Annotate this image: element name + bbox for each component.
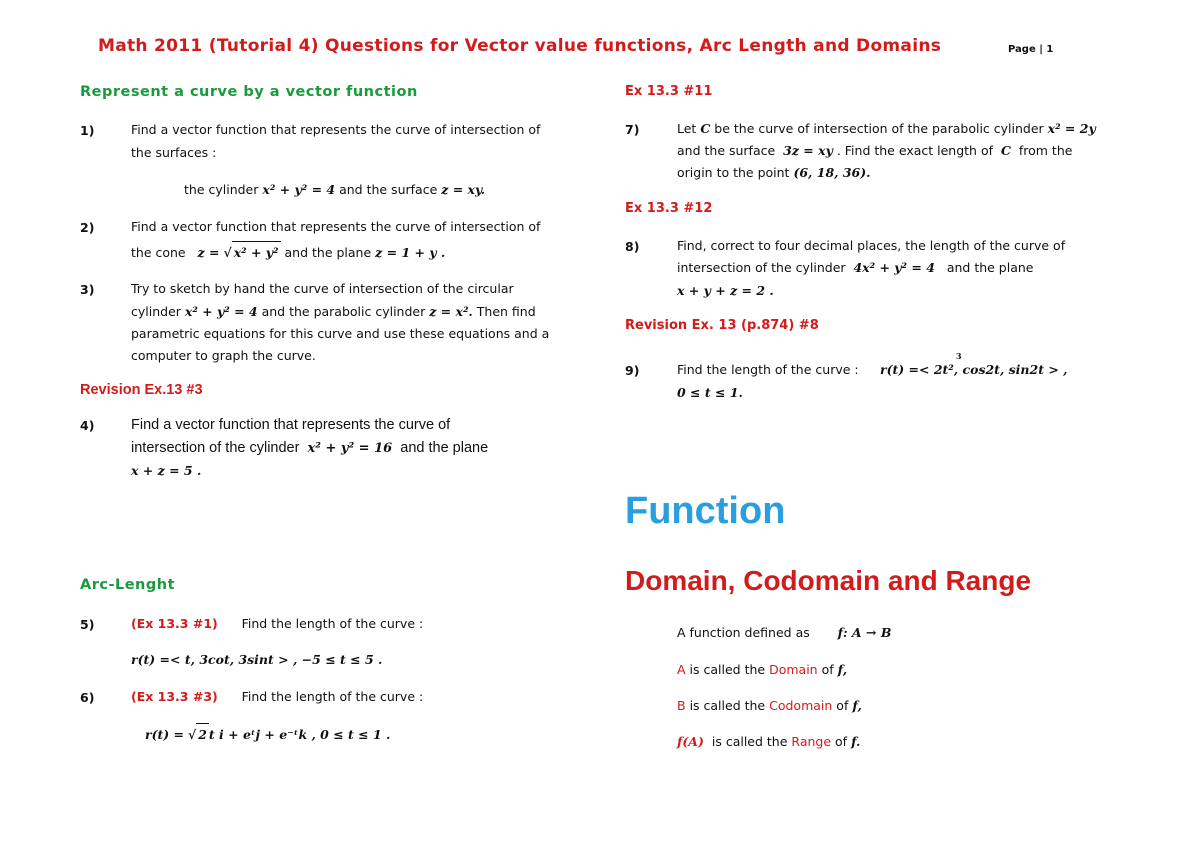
text: Find the length of the curve : (241, 689, 424, 704)
curve-equation: r(t) =< t, 3cot, 3sint > , −5 ≤ t ≤ 5 . (131, 652, 383, 667)
exponent-label: 3 (956, 351, 962, 361)
question-number: 2) (80, 220, 95, 235)
text: Find the length of the curve : (241, 616, 424, 631)
set-a: A (677, 662, 686, 677)
question-number: 5) (80, 617, 95, 632)
question-3-line-1: Try to sketch by hand the curve of intersection of the circular (131, 281, 514, 296)
equation-cylinder: x² + y² = 4 (262, 182, 336, 197)
function-symbol: f, (852, 698, 862, 713)
text: A function defined as (677, 625, 810, 640)
sqrt-radicand: x² + y² (232, 241, 281, 264)
sqrt-radicand: 2 (196, 723, 209, 746)
point: (6, 18, 36). (793, 165, 871, 180)
equation-surface: z = xy. (441, 182, 486, 197)
page-title: Math 2011 (Tutorial 4) Questions for Vector value functions, Arc Length and Domains (98, 36, 942, 56)
text: the cylinder (184, 182, 259, 197)
equation-surface: 3z = xy (783, 143, 833, 158)
text: intersection of the cylinder (677, 260, 846, 275)
curve-symbol: C (700, 121, 711, 136)
question-number: 6) (80, 690, 95, 705)
section-heading-revision: Revision Ex.13 #3 (80, 382, 203, 398)
text: is called the (689, 698, 766, 713)
question-9-line-1 (677, 359, 859, 381)
question-5-equation (131, 649, 382, 671)
set-b: B (677, 698, 686, 713)
text: from the (1018, 143, 1073, 158)
function-mapping: f: A → B (837, 625, 892, 640)
text: of (835, 734, 848, 749)
question-4-line-3 (131, 460, 201, 482)
equation-plane: z = 1 + y . (375, 245, 446, 260)
definition-line-4 (677, 731, 860, 753)
question-6-line-1 (131, 686, 423, 708)
definition-line-3 (677, 695, 862, 717)
parameter-range: 0 ≤ t ≤ 1. (677, 385, 743, 400)
curve-equation: r(t) =< 2t², cos2t, sin2t > , (880, 362, 1068, 377)
page-number: Page | 1 (1008, 44, 1054, 55)
equation-parabolic: z = x². (429, 304, 473, 319)
text: and the plane (284, 245, 372, 260)
question-number: 8) (625, 239, 640, 254)
question-number: 4) (80, 418, 95, 433)
text: and the plane (946, 260, 1034, 275)
question-8-line-3 (677, 280, 774, 302)
question-3-line-4: computer to graph the curve. (131, 348, 316, 363)
text: Find the length of the curve : (677, 362, 859, 377)
sqrt-symbol: √ (188, 727, 197, 742)
question-number: 3) (80, 282, 95, 297)
curve-equation-rest: t i + eᵗj + e⁻ᵗk , 0 ≤ t ≤ 1 . (208, 727, 391, 742)
question-2-line-2 (131, 241, 445, 264)
text: origin to the point (677, 165, 790, 180)
curve-equation: r(t) = (145, 727, 185, 742)
curve-symbol: C (1000, 143, 1011, 158)
equation-cone: z = (197, 245, 220, 260)
text: . Find the exact length of (836, 143, 993, 158)
question-4-line-1: Find a vector function that represents the curve of (131, 417, 451, 433)
text: and the surface (677, 143, 776, 158)
question-5-line-1 (131, 613, 423, 635)
question-2-line-1: Find a vector function that represents the curve of intersection of (131, 219, 541, 234)
text: and the plane (400, 440, 489, 456)
sqrt-symbol: √ (223, 245, 232, 260)
codomain-word: Codomain (769, 698, 833, 713)
section-heading-arc-length: Arc-Lenght (80, 577, 176, 593)
question-number: 1) (80, 123, 95, 138)
exercise-reference: (Ex 13.3 #3) (131, 689, 218, 704)
range-word: Range (791, 734, 832, 749)
text: cylinder (131, 304, 181, 319)
question-8-line-2 (677, 257, 1034, 279)
question-1-line-1: Find a vector function that represents the curve of intersection of (131, 122, 541, 137)
question-6-equation (145, 723, 390, 746)
equation-cylinder: x² + y² = 16 (307, 441, 393, 456)
section-heading-ex-13-3-12: Ex 13.3 #12 (625, 201, 713, 216)
definition-line-2 (677, 659, 847, 681)
text: intersection of the cylinder (131, 440, 300, 456)
text: of (836, 698, 849, 713)
function-title: Function (625, 490, 786, 532)
text: the cone (131, 245, 186, 260)
text: Then find (476, 304, 536, 319)
section-heading-revision-13: Revision Ex. 13 (p.874) #8 (625, 318, 819, 333)
question-1-line-2: the surfaces : (131, 145, 217, 160)
equation-parabolic: x² = 2y (1047, 121, 1096, 136)
question-number: 9) (625, 363, 640, 378)
section-heading-vector-function: Represent a curve by a vector function (80, 84, 418, 100)
text: is called the (711, 734, 788, 749)
question-8-line-1: Find, correct to four decimal places, the length of the curve of (677, 238, 1066, 253)
image-fa: f(A) (677, 734, 704, 749)
function-symbol: f, (837, 662, 848, 677)
text: be the curve of intersection of the parabolic cylinder (714, 121, 1044, 136)
text: and the surface (339, 182, 438, 197)
equation-plane: x + y + z = 2 . (677, 283, 774, 298)
question-7-line-2 (677, 140, 1072, 162)
question-9-range (677, 382, 743, 404)
domain-word: Domain (769, 662, 818, 677)
function-symbol: f. (851, 734, 861, 749)
question-1-line-3 (184, 179, 485, 201)
text: Let (677, 121, 697, 136)
question-4-line-2 (131, 437, 488, 460)
domain-codomain-range-title: Domain, Codomain and Range (625, 565, 1032, 596)
section-heading-ex-13-3-11: Ex 13.3 #11 (625, 84, 713, 99)
question-number: 7) (625, 122, 640, 137)
exercise-reference: (Ex 13.3 #1) (131, 616, 218, 631)
equation-cylinder: x² + y² = 4 (184, 304, 258, 319)
question-7-line-3 (677, 162, 871, 184)
text: is called the (689, 662, 766, 677)
question-9-equation (880, 359, 1068, 381)
question-3-line-2 (131, 301, 536, 323)
equation-plane: x + z = 5 . (131, 463, 202, 478)
text: of (821, 662, 834, 677)
definition-line-1 (677, 622, 891, 644)
text: and the parabolic cylinder (261, 304, 426, 319)
question-3-line-3: parametric equations for this curve and use these equations and a (131, 326, 550, 341)
equation-cylinder: 4x² + y² = 4 (853, 260, 935, 275)
question-7-line-1 (677, 118, 1096, 140)
